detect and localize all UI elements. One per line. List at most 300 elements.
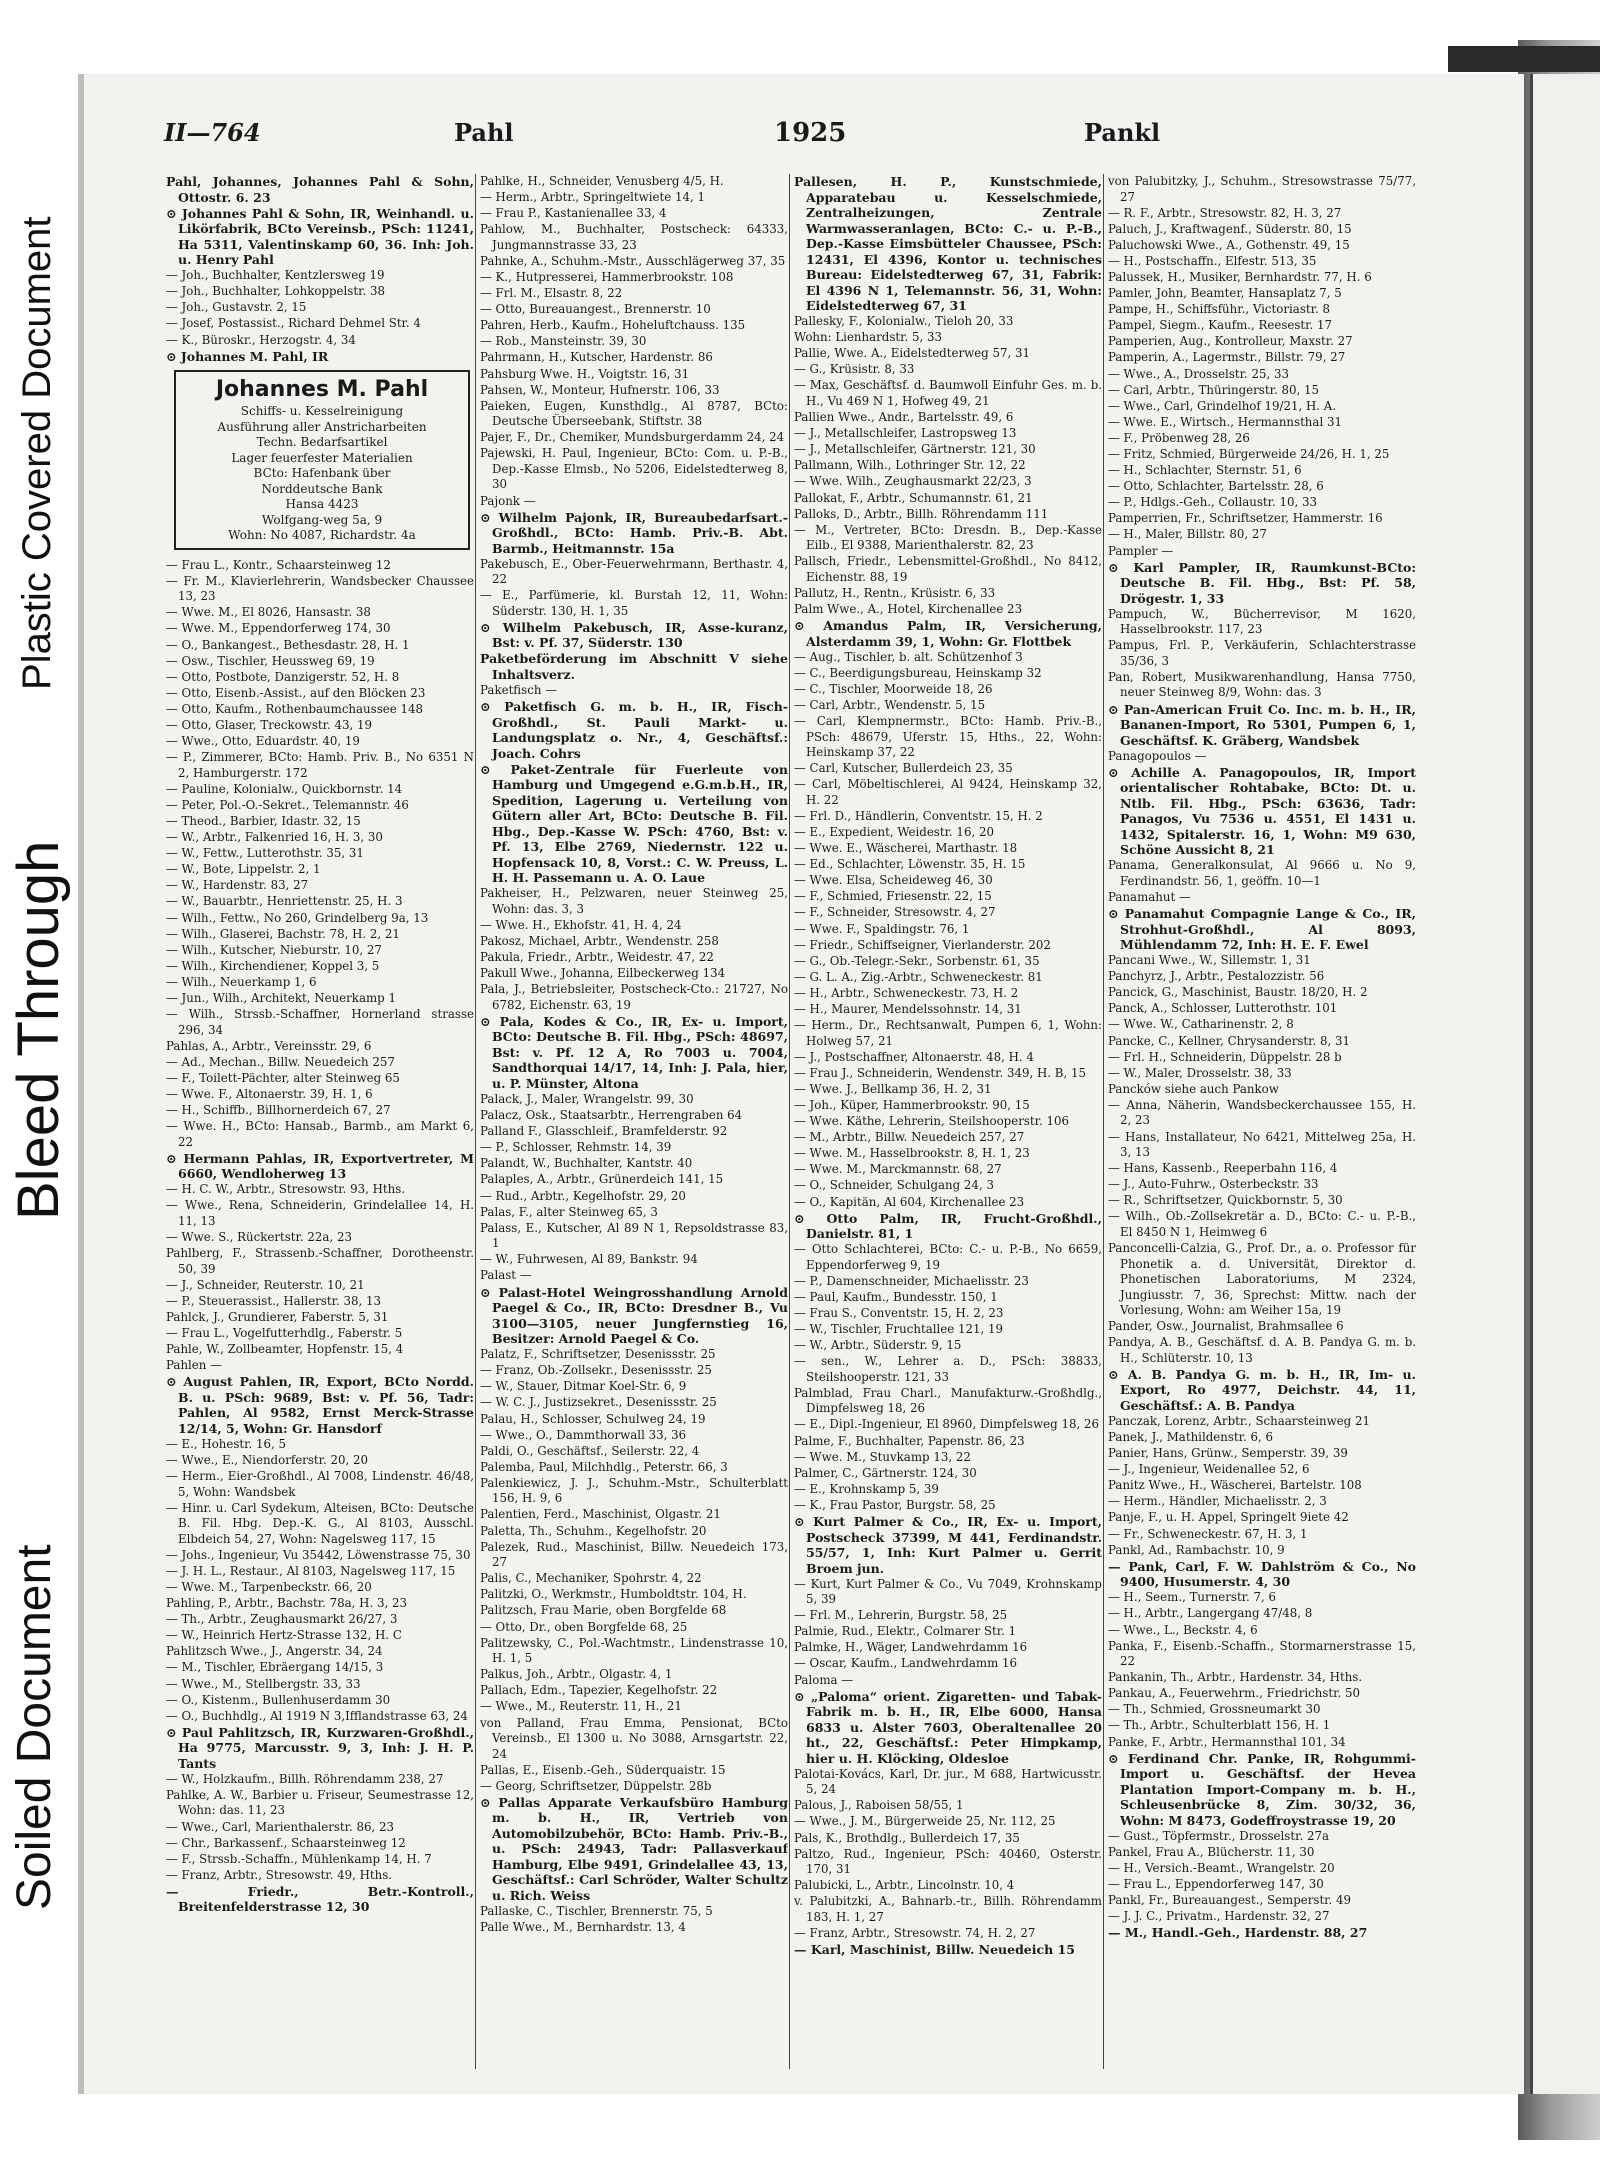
directory-entry: — W., Heinrich Hertz-Strasse 132, H. C: [166, 1628, 402, 1643]
advertisement-box: [174, 370, 470, 550]
directory-entry: Palas, F., alter Steinweg 65, 3: [480, 1204, 658, 1219]
directory-entry: Pamler, John, Beamter, Hansaplatz 7, 5: [1108, 286, 1342, 301]
directory-entry: Pancke, C., Kellner, Chrysanderstr. 8, 31: [1108, 1033, 1351, 1048]
directory-entry: — C., Beerdigungsbureau, Heinskamp 32: [794, 665, 1042, 680]
directory-entry: Pamperrien, Fr., Schriftsetzer, Hammerstr. 16: [1108, 511, 1383, 526]
directory-entry: Pallmann, Wilh., Lothringer Str. 12, 22: [794, 458, 1026, 473]
directory-entry: — Wwe. Käthe, Lehrerin, Steilshooperstr. 106: [794, 1114, 1069, 1129]
directory-entry: — Wwe. M., Eppendorferweg 174, 30: [166, 621, 391, 636]
directory-entry: — Otto, Bureauangest., Brennerstr. 10: [480, 302, 711, 317]
directory-entry: — Otto, Schlachter, Bartelsstr. 28, 6: [1108, 479, 1324, 494]
directory-entry: — Osw., Tischler, Heussweg 69, 19: [166, 653, 375, 668]
directory-entry: — H. C. W., Arbtr., Stresowstr. 93, Hths.: [166, 1182, 406, 1197]
directory-entry: Paltzo, Rud., Ingenieur, PSch: 40460, Osterstr. 170, 31: [794, 1846, 1102, 1877]
directory-entry: — Carl, Möbeltischlerei, Al 9424, Heinskamp 32, H. 22: [794, 777, 1102, 807]
directory-entry: — Wwe. Wilh., Zeughausmarkt 22/23, 3: [794, 474, 1032, 489]
directory-entry: ⊙ Paketfisch G. m. b. H., IR, Fisch-Großhdl., St. Pauli Markt- u. Landungsplatz o. Nr., 4, Geschäftsf.: Joach. Cohrs: [480, 699, 788, 761]
directory-entry: — Wilh., Kirchendiener, Koppel 3, 5: [166, 958, 380, 973]
ad-line: Wohn: No 4087, Richardstr. 4a: [228, 528, 416, 543]
directory-entry: ⊙ Wilhelm Pajonk, IR, Bureaubedarfsart.-Großhdl., BCto: Hamb. Priv.-B. Abt. Barmb., Heitmannstr. 15a: [480, 509, 788, 556]
directory-entry: Panke, F., Arbtr., Hermannsthal 101, 34: [1108, 1734, 1346, 1749]
directory-entry: ⊙ Karl Pampler, IR, Raumkunst-BCto: Deutsche B. Fil. Hbg., Bst: Pf. 58, Drögestr. 1, 33: [1108, 559, 1416, 606]
directory-entry: — W., Bauarbtr., Henriettenstr. 25, H. 3: [166, 894, 403, 909]
ad-line: BCto: Hafenbank über: [253, 466, 391, 481]
directory-entry: — H., Versich.-Beamt., Wrangelstr. 20: [1108, 1860, 1335, 1875]
directory-entry: — Th., Arbtr., Schulterblatt 156, H. 1: [1108, 1718, 1331, 1733]
directory-entry: Pals, K., Brothdlg., Bullerdeich 17, 35: [794, 1830, 1020, 1845]
directory-entry: Palemba, Paul, Milchhdlg., Peterstr. 66, 3: [480, 1459, 728, 1474]
directory-entry: — H., Maurer, Mendelssohnstr. 14, 31: [794, 1001, 1022, 1016]
directory-entry: — Theod., Barbier, Idastr. 32, 15: [166, 813, 361, 828]
directory-entry: — Frl. H., Schneiderin, Düppelstr. 28 b: [1108, 1049, 1342, 1064]
directory-entry: — Georg, Schriftsetzer, Düppelstr. 28b: [480, 1778, 712, 1793]
directory-entry: — W., Fuhrwesen, Al 89, Bankstr. 94: [480, 1252, 698, 1267]
directory-entry: — Wwe. M., El 8026, Hansastr. 38: [166, 605, 371, 620]
directory-entry: — H., Arbtr., Schweneckestr. 73, H. 2: [794, 985, 1019, 1000]
directory-entry: — Wwe. J., Bellkamp 36, H. 2, 31: [794, 1081, 992, 1096]
directory-entry: Pahlitzsch Wwe., J., Angerstr. 34, 24: [166, 1644, 383, 1659]
directory-entry: — Fr., Schweneckestr. 67, H. 3, 1: [1108, 1526, 1308, 1541]
directory-entry: Panka, F., Eisenb.-Schaffn., Stormarnerstrasse 15, 22: [1108, 1638, 1416, 1669]
directory-entry: — Pauline, Kolonialw., Quickbornstr. 14: [166, 781, 403, 796]
column-4: [1108, 174, 1416, 2069]
directory-entry: Pahle, W., Zollbeamter, Hopfenstr. 15, 4: [166, 1342, 404, 1357]
directory-entry: — Frau S., Conventstr. 15, H. 2, 23: [794, 1305, 1004, 1320]
directory-entry: — H., Maler, Billstr. 80, 27: [1108, 527, 1267, 542]
directory-entry: Pahsen, W., Monteur, Hufnerstr. 106, 33: [480, 382, 720, 397]
directory-entry: Palland F., Glasschleif., Bramfelderstr. 92: [480, 1124, 728, 1139]
directory-entry: — Carl, Arbtr., Wendenstr. 5, 15: [794, 697, 986, 712]
directory-entry: Paketfisch —: [480, 683, 557, 698]
directory-entry: — G. L. A., Zig.-Arbtr., Schweneckestr. 81: [794, 969, 1043, 984]
directory-entry: Pahling, P., Arbtr., Bachstr. 78a, H. 3, 23: [166, 1596, 407, 1611]
directory-page: [78, 74, 1524, 2094]
directory-entry: — M., Handl.-Geh., Hardenstr. 88, 27: [1108, 1925, 1368, 1941]
directory-entry: Panck, A., Schlosser, Lutterothstr. 101: [1108, 1001, 1338, 1016]
directory-entry: Palau, H., Schlosser, Schulweg 24, 19: [480, 1411, 706, 1426]
directory-entry: — Wwe. H., Ekhofstr. 41, H. 4, 24: [480, 917, 682, 932]
directory-entry: Palm Wwe., A., Hotel, Kirchenallee 23: [794, 602, 1023, 616]
directory-entry: — Wwe., Rena, Schneiderin, Grindelallee 14, H. 11, 13: [166, 1198, 474, 1228]
directory-entry: Pahlow, M., Buchhalter, Postscheck: 64333, Jungmannstrasse 33, 23: [480, 222, 788, 252]
directory-entry: Palatz, F., Schriftsetzer, Desenissstr. 25: [480, 1347, 716, 1362]
directory-entry: ⊙ Amandus Palm, IR, Versicherung, Alsterdamm 39, 1, Wohn: Gr. Flottbek: [794, 618, 1102, 649]
directory-entry: — Wilh., Strssb.-Schaffner, Hornerland strasse 296, 34: [166, 1007, 474, 1037]
directory-entry: Pahrmann, H., Kutscher, Hardenstr. 86: [480, 350, 713, 365]
directory-entry: — Wwe., Carl, Grindelhof 19/21, H. A.: [1108, 398, 1337, 413]
directory-entry: — Wilh., Kutscher, Nieburstr. 10, 27: [166, 942, 382, 957]
column-1: [166, 174, 474, 2069]
directory-entry: — Ed., Schlachter, Löwenstr. 35, H. 15: [794, 857, 1026, 872]
directory-entry: Pampel, Siegm., Kaufm., Reesestr. 17: [1108, 318, 1333, 333]
directory-entry: Palitzki, O., Werkmstr., Humboldtstr. 104, H.: [480, 1587, 747, 1602]
directory-entry: — P., Damenschneider, Michaelisstr. 23: [794, 1273, 1029, 1288]
directory-entry: — Otto, Dr., oben Borgfelde 68, 25: [480, 1619, 688, 1634]
directory-entry: Pancków siehe auch Pankow: [1108, 1081, 1279, 1096]
directory-entry: — Friedr., Schiffseigner, Vierlanderstr. 202: [794, 937, 1051, 952]
directory-entry: — Herm., Eier-Großhdl., Al 7008, Lindenstr. 46/48, 5, Wohn: Wandsbek: [166, 1469, 474, 1499]
directory-entry: — Wwe. H., BCto: Hansab., Barmb., am Markt 6, 22: [166, 1119, 474, 1149]
directory-entry: — Frau L., Vogelfutterhdlg., Faberstr. 5: [166, 1326, 403, 1340]
directory-entry: — Wwe. M., Stuvkamp 13, 22: [794, 1449, 971, 1464]
directory-entry: — Carl, Kutscher, Bullerdeich 23, 35: [794, 761, 1013, 776]
directory-entry: — G., Ob.-Telegr.-Sekr., Sorbenstr. 61, 35: [794, 953, 1040, 968]
directory-entry: Pamperien, Aug., Kontrolleur, Maxstr. 27: [1108, 334, 1353, 349]
directory-entry: — Franz, Ob.-Zollsekr., Desenissstr. 25: [480, 1363, 712, 1378]
directory-entry: Paletta, Th., Schuhm., Kegelhofstr. 20: [480, 1523, 707, 1538]
directory-entry: ⊙ „Paloma“ orient. Zigaretten- und Tabak-Fabrik m. b. H., IR, Elbe 6000, Hansa 6833 u. Alster 7603, Oberaltenallee 20 ht., 22, Geschäftsf.: Peter Himpkamp, hier u. H. Klöcking, Oldesloe: [794, 1688, 1102, 1766]
directory-entry: — F., Schneider, Stresowstr. 4, 27: [794, 905, 996, 920]
directory-entry: — W. C. J., Justizsekret., Desenissstr. 25: [480, 1395, 717, 1410]
directory-entry: — O., Schneider, Schulgang 24, 3: [794, 1178, 994, 1193]
directory-entry: — J., Metallschleifer, Lastropsweg 13: [794, 426, 1017, 441]
directory-entry: — J., Ingenieur, Weidenallee 52, 6: [1108, 1462, 1310, 1477]
directory-entry: Panagopoulos —: [1108, 748, 1207, 763]
directory-entry: — J., Auto-Fuhrw., Osterbeckstr. 33: [1108, 1177, 1319, 1192]
directory-entry: Pankau, A., Feuerwehrm., Friedrichstr. 50: [1108, 1686, 1360, 1701]
directory-entry: — Wilh., Ob.-Zollsekretär a. D., BCto: C.- u. P.-B., El 8450 N 1, Heimweg 6: [1108, 1209, 1416, 1239]
directory-entry: — K., Hutpresserei, Hammerbrookstr. 108: [480, 269, 734, 284]
directory-entry: — Anna, Näherin, Wandsbeckerchaussee 155, H. 2, 23: [1108, 1097, 1416, 1128]
directory-entry: Palle Wwe., M., Bernhardstr. 13, 4: [480, 1919, 686, 1934]
right-guide-word: Pankl: [1084, 118, 1161, 147]
directory-entry: Pallesen, H. P., Kunstschmiede, Apparatebau u. Kesselschmiede, Zentralheizungen, Zentrale Warmwasseranlagen, BCto: C.- u. P.-B., Dep.-Kasse Eimsbütteler Chaussee, PSch: 12431, El 4396, Kontor u. technisches Bureau: Eidelstedterweg 67, 31, Fabrik: El 4396 N 1, Telemannstr. 56, 31, Wohn: Eidelstedterweg 67, 31: [794, 174, 1102, 313]
directory-entry: Pancani Wwe., W., Sillemstr. 1, 31: [1108, 953, 1311, 968]
directory-entry: Pahlberg, F., Strassenb.-Schaffner, Dorotheenstr. 50, 39: [166, 1246, 474, 1276]
directory-entry: — sen., W., Lehrer a. D., PSch: 38833, Steilshooperstr. 121, 33: [794, 1354, 1102, 1384]
directory-entry: Pahlke, A. W., Barbier u. Friseur, Seumestrasse 12, Wohn: das. 11, 23: [166, 1787, 474, 1818]
directory-entry: — K., Frau Pastor, Burgstr. 58, 25: [794, 1497, 996, 1512]
directory-entry: — Friedr., Betr.-Kontroll., Breitenfelderstrasse 12, 30: [166, 1883, 474, 1915]
directory-entry: — Wwe., L., Beckstr. 4, 6: [1108, 1622, 1258, 1637]
directory-entry: Panczak, Lorenz, Arbtr., Schaarsteinweg 21: [1108, 1413, 1370, 1428]
directory-entry: — Frau L., Eppendorferweg 147, 30: [1108, 1877, 1324, 1892]
directory-entry: — Ad., Mechan., Billw. Neuedeich 257: [166, 1054, 395, 1069]
side-stamp-text: [0, 150, 70, 1930]
directory-entry: Panier, Hans, Grünw., Semperstr. 39, 39: [1108, 1446, 1348, 1461]
directory-entry: — Joh., Gustavstr. 2, 15: [166, 300, 307, 315]
directory-entry: — Frau L., Kontr., Schaarsteinweg 12: [166, 557, 391, 572]
directory-entry: Pakosz, Michael, Arbtr., Wendenstr. 258: [480, 934, 719, 949]
directory-entry: — Hans, Kassenb., Reeperbahn 116, 4: [1108, 1161, 1338, 1176]
directory-entry: — M., Arbtr., Billw. Neuedeich 257, 27: [794, 1130, 1025, 1145]
directory-entry: — Wwe. F., Altonaerstr. 39, H. 1, 6: [166, 1086, 373, 1101]
directory-entry: — Frau P., Kastanienallee 33, 4: [480, 206, 667, 221]
directory-entry: ⊙ Pala, Kodes & Co., IR, Ex- u. Import, BCto: Deutsche B. Fil. Hbg., PSch: 48697, Bst: v. Pf. 12 A, Ro 7003 u. 7004, Sandthorquai 14/17, 14, Inh: J. Pala, hier, u. P. Münster, Altona: [480, 1013, 788, 1091]
directory-entry: ⊙ Otto Palm, IR, Frucht-Großhdl., Danielstr. 81, 1: [794, 1210, 1102, 1242]
directory-entry: Panama, Generalkonsulat, Al 9666 u. No 9, Ferdinandstr. 56, 1, geöffn. 10—1: [1108, 858, 1416, 888]
directory-entry: — Otto Schlachterei, BCto: C.- u. P.-B., No 6659, Eppendorferweg 9, 19: [794, 1242, 1102, 1272]
directory-entry: — W., Holzkaufm., Billh. Röhrendamm 238, 27: [166, 1771, 444, 1786]
directory-entry: Palmblad, Frau Charl., Manufakturw.-Großhdlg., Dimpfelsweg 18, 26: [794, 1385, 1102, 1416]
column-3: [794, 174, 1102, 2069]
directory-entry: Pallokat, F., Arbtr., Schumannstr. 61, 21: [794, 490, 1033, 505]
ad-line: Hansa 4423: [285, 497, 359, 512]
page-number: II—764: [164, 118, 261, 147]
directory-entry: Paieken, Eugen, Kunsthdlg., Al 8787, BCto: Deutsche Überseebank, Stiftstr. 38: [480, 398, 788, 429]
directory-entry: — Th., Arbtr., Zeughausmarkt 26/27, 3: [166, 1612, 398, 1627]
directory-entry: ⊙ Hermann Pahlas, IR, Exportvertreter, M 6660, Wendloherweg 13: [166, 1150, 474, 1182]
directory-entry: — W., Stauer, Ditmar Koel-Str. 6, 9: [480, 1379, 687, 1394]
directory-entry: Palubicki, L., Arbtr., Lincolnstr. 10, 4: [794, 1878, 1015, 1893]
directory-entry: — Wwe. E., Wirtsch., Hermannsthal 31: [1108, 414, 1342, 429]
directory-entry: Palass, E., Kutscher, Al 89 N 1, Repsoldstrasse 83, 1: [480, 1220, 788, 1251]
directory-entry: Panje, F., u. H. Appel, Springelt 9iete 42: [1108, 1510, 1349, 1525]
directory-entry: — M., Vertreter, BCto: Dresdn. B., Dep.-Kasse Eilb., El 9388, Marienthalerstr. 82, 23: [794, 522, 1102, 553]
directory-entry: — Joh., Buchhalter, Kentzlersweg 19: [166, 268, 385, 283]
directory-entry: Panamahut —: [1108, 889, 1191, 904]
year: 1925: [774, 118, 847, 148]
directory-entry: Pahlas, A., Arbtr., Vereinsstr. 29, 6: [166, 1038, 372, 1053]
directory-entry: Pampus, Frl. P., Verkäuferin, Schlachterstrasse 35/36, 3: [1108, 638, 1416, 668]
directory-entry: — Frl. D., Händlerin, Conventstr. 15, H. 2: [794, 808, 1043, 823]
ad-line: Techn. Bedarfsartikel: [256, 435, 388, 450]
directory-entry: — O., Kapitän, Al 604, Kirchenallee 23: [794, 1194, 1025, 1209]
column-rule: [475, 174, 476, 2069]
directory-entry: Panek, J., Mathildenstr. 6, 6: [1108, 1429, 1274, 1444]
directory-entry: — Herm., Dr., Rechtsanwalt, Pumpen 6, 1, Wohn: Holweg 57, 21: [794, 1018, 1102, 1048]
directory-entry: Pahlke, H., Schneider, Venusberg 4/5, H.: [480, 174, 724, 188]
directory-entry: Pan, Robert, Musikwarenhandlung, Hansa 7750, neuer Steinweg 8/9, Wohn: das. 3: [1108, 669, 1416, 700]
directory-entry: — O., Kistenm., Bullenhuserdamm 30: [166, 1692, 391, 1707]
directory-entry: Pahlck, J., Grundierer, Faberstr. 5, 31: [166, 1309, 389, 1324]
directory-entry: Panitz Wwe., H., Wäscherei, Bartelstr. 108: [1108, 1478, 1362, 1493]
directory-entry: Panconcelli-Calzia, G., Prof. Dr., a. o. Professor für Phonetik a. d. Universität, Direktor d. Phonetischen Laboratoriums, M 2324, Jungiusstr. 7, 36, Sprechst: Mittw. nach der Vorlesung, Wohn: am Weiher 15a, 19: [1108, 1241, 1416, 1317]
column-rule: [789, 174, 790, 2069]
directory-entry: — Carl, Arbtr., Thüringerstr. 80, 15: [1108, 382, 1319, 397]
directory-entry: ⊙ Kurt Palmer & Co., IR, Ex- u. Import, Postscheck 37399, M 441, Ferdinandstr. 55/57, 1, Inh: Kurt Palmer u. Gerrit Broem jun.: [794, 1514, 1102, 1576]
directory-entry: Pandya, A. B., Geschäftsf. d. A. B. Pandya G. m. b. H., Schlüterstr. 10, 13: [1108, 1335, 1416, 1365]
directory-entry: — J., Metallschleifer, Gärtnerstr. 121, 30: [794, 442, 1036, 457]
directory-entry: Palezek, Rud., Maschinist, Billw. Neuedeich 173, 27: [480, 1539, 788, 1570]
directory-entry: — J. J. C., Privatm., Hardenstr. 32, 27: [1108, 1909, 1330, 1924]
stamp-bleed-through: Bleed Through: [6, 840, 70, 1220]
ad-line: Wolfgang-weg 5a, 9: [261, 512, 383, 527]
directory-entry: — P., Zimmerer, BCto: Hamb. Priv. B., No 6351 N 2, Hamburgerstr. 172: [166, 750, 474, 780]
directory-entry: — Wwe. W., Catharinenstr. 2, 8: [1108, 1017, 1294, 1032]
directory-entry: Pakula, Friedr., Arbtr., Weidestr. 47, 22: [480, 950, 714, 965]
directory-entry: Palack, J., Maler, Wrangelstr. 99, 30: [480, 1092, 694, 1106]
directory-entry: — Max, Geschäftsf. d. Baumwoll Einfuhr Ges. m. b. H., Vu 469 N 1, Hofweg 49, 21: [794, 378, 1102, 408]
directory-entry: — O., Buchhdlg., Al 1919 N 3,Ifflandstrasse 63, 24: [166, 1708, 468, 1723]
directory-entry: — Otto, Postbote, Danzigerstr. 52, H. 8: [166, 669, 400, 684]
directory-entry: Pamperin, A., Lagermstr., Billstr. 79, 27: [1108, 350, 1346, 365]
directory-entry: — Franz, Arbtr., Stresowstr. 49, Hths.: [166, 1867, 393, 1882]
directory-entry: ⊙ Paul Pahlitzsch, IR, Kurzwaren-Großhdl., Ha 9775, Marcusstr. 9, 3, Inh: J. H. P. Tants: [166, 1724, 474, 1771]
directory-entry: Palacz, Osk., Staatsarbtr., Herrengraben 64: [480, 1108, 743, 1123]
directory-entry: ⊙ Achille A. Panagopoulos, IR, Import orientalischer Rohtabake, BCto: Dt. u. Ntlb. Fil. Hbg., PSch: 63636, Tadr: Panagos, Vu 7536 u. 4551, El 1431 u. 1432, Spitalerstr. 16, 1, Wohn: M9 630, Schöne Aussicht 8, 21: [1108, 764, 1416, 858]
directory-entry: — Joh., Buchhalter, Lohkoppelstr. 38: [166, 284, 385, 299]
directory-entry: — R. F., Arbtr., Stresowstr. 82, H. 3, 27: [1108, 205, 1342, 220]
directory-entry: — Wilh., Fettw., No 260, Grindelberg 9a, 13: [166, 910, 429, 925]
directory-entry: ⊙ Palast-Hotel Weingrosshandlung Arnold Paegel & Co., IR, BCto: Dresdner B., Vu 3100—3105, neuer Jungfernstieg 16, Besitzer: Arnold Paegel & Co.: [480, 1284, 788, 1347]
column-rule: [1103, 174, 1104, 2069]
directory-entry: — Wwe. M., Marckmannstr. 68, 27: [794, 1162, 1002, 1177]
directory-entry: Pankl, Fr., Bureauangest., Semperstr. 49: [1108, 1893, 1352, 1908]
directory-entry: — Wilh., Glaserei, Bachstr. 78, H. 2, 21: [166, 926, 400, 941]
directory-entry: — Wwe., Carl, Marienthalerstr. 86, 23: [166, 1819, 394, 1834]
ad-line: Schiffs- u. Kesselreinigung: [240, 404, 404, 419]
directory-entry: — Otto, Glaser, Treckowstr. 43, 19: [166, 718, 373, 732]
directory-entry: — Herm., Arbtr., Springeltwiete 14, 1: [480, 190, 705, 205]
side-stamp: [0, 150, 70, 1930]
directory-entry: Pankl, Ad., Rambachstr. 10, 9: [1108, 1542, 1285, 1557]
directory-entry: Pallien Wwe., Andr., Bartelsstr. 49, 6: [794, 410, 1014, 425]
directory-entry: Paluchowski Wwe., A., Gothenstr. 49, 15: [1108, 237, 1350, 252]
directory-entry: — H., Schiffb., Billhornerdeich 67, 27: [166, 1103, 391, 1118]
directory-entry: Pajonk —: [480, 493, 536, 508]
directory-entry: — F., Schmied, Friesenstr. 22, 15: [794, 889, 992, 904]
directory-entry: Panchyrz, J., Arbtr., Pestalozzistr. 56: [1108, 969, 1325, 984]
directory-entry: Pallach, Edm., Tapezier, Kegelhofstr. 22: [480, 1683, 718, 1698]
ad-line: Norddeutsche Bank: [261, 481, 383, 496]
directory-entry: — Wwe., J. M., Bürgerweide 25, Nr. 112, 25: [794, 1814, 1056, 1829]
directory-entry: — P., Hdlgs.-Geh., Collaustr. 10, 33: [1108, 495, 1318, 510]
directory-entry: — R., Schriftsetzer, Quickbornstr. 5, 30: [1108, 1193, 1343, 1208]
directory-entry: Palitzsch, Frau Marie, oben Borgfelde 68: [480, 1603, 727, 1618]
stamp-plastic-covered: Plastic Covered Document: [15, 216, 59, 690]
directory-entry: Pankanin, Th., Arbtr., Hardenstr. 34, Hths.: [1108, 1670, 1363, 1685]
directory-entry: — W., Tischler, Fruchtallee 121, 19: [794, 1322, 1004, 1337]
directory-entry: — W., Maler, Drosselstr. 38, 33: [1108, 1065, 1292, 1080]
directory-entry: — Pank, Carl, F. W. Dahlström & Co., No 9400, Husumerstr. 4, 30: [1108, 1558, 1416, 1590]
directory-entry: — W., Bote, Lippelstr. 2, 1: [166, 862, 321, 877]
directory-entry: — Chr., Barkassenf., Schaarsteinweg 12: [166, 1835, 406, 1850]
directory-entry: Paldi, O., Geschäftsf., Seilerstr. 22, 4: [480, 1443, 700, 1458]
directory-entry: v. Palubitzki, A., Bahnarb.-tr., Billh. Röhrendamm 183, H. 1, 27: [794, 1894, 1102, 1924]
ad-line: Lager feuerfester Materialien: [231, 450, 413, 465]
directory-entry: — Wwe., Otto, Eduardstr. 40, 19: [166, 734, 360, 749]
directory-entry: — H., Seem., Turnerstr. 7, 6: [1108, 1590, 1277, 1605]
directory-entry: — Wwe., M., Stellbergstr. 33, 33: [166, 1676, 361, 1691]
directory-entry: Palenkiewicz, J. J., Schuhm.-Mstr., Schulterblatt 156, H. 9, 6: [480, 1475, 788, 1506]
directory-entry: ⊙ Ferdinand Chr. Panke, IR, Rohgummi-Import u. Geschäftsf. der Hevea Plantation Import-Company m. b. H., Schleusenbrücke 8, Zim. 30/32, 36, Wohn: M 8473, Godeffroystrasse 19, 20: [1108, 1750, 1416, 1828]
directory-entry: — Wwe., O., Dammthorwall 33, 36: [480, 1427, 687, 1442]
directory-entry: Pallesky, F., Kolonialw., Tieloh 20, 33: [794, 314, 1014, 329]
directory-entry: — F., Toilett-Pächter, alter Steinweg 65: [166, 1070, 400, 1085]
directory-entry: — E., Krohnskamp 5, 39: [794, 1481, 939, 1496]
directory-entry: Palme, F., Buchhalter, Papenstr. 86, 23: [794, 1433, 1025, 1448]
directory-entry: — Wwe. F., Spaldingstr. 76, 1: [794, 921, 970, 936]
directory-entry: — Otto, Kaufm., Rothenbaumchaussee 148: [166, 701, 423, 716]
left-guide-word: Pahl: [454, 118, 514, 147]
directory-entry: Pancick, G., Maschinist, Baustr. 18/20, H. 2: [1108, 985, 1368, 1000]
directory-entry: Paluch, J., Kraftwagenf., Süderstr. 80, 15: [1108, 221, 1352, 236]
directory-entry: Palmer, C., Gärtnerstr. 124, 30: [794, 1465, 977, 1480]
directory-entry: Paketbeförderung im Abschnitt V siehe Inhaltsverz.: [480, 651, 788, 682]
directory-entry: — Frl. M., Lehrerin, Burgstr. 58, 25: [794, 1608, 1008, 1623]
directory-entry: — H., Schlachter, Sternstr. 51, 6: [1108, 463, 1302, 478]
directory-entry: Palaples, A., Arbtr., Grünerdeich 141, 15: [480, 1172, 724, 1187]
directory-entry: ⊙ A. B. Pandya G. m. b. H., IR, Im- u. Export, Ro 4977, Deichstr. 44, 11, Geschäftsf.: A. B. Pandya: [1108, 1366, 1416, 1413]
directory-entry: Wohn: Lienhardstr. 5, 33: [794, 330, 943, 345]
directory-entry: — W., Arbtr., Falkenried 16, H. 3, 30: [166, 830, 383, 845]
directory-entry: Pallas, E., Eisenb.-Geh., Süderquaistr. 15: [480, 1762, 726, 1777]
directory-entry: Palandt, W., Buchhalter, Kantstr. 40: [480, 1156, 693, 1171]
directory-entry: — Herm., Händler, Michaelisstr. 2, 3: [1108, 1494, 1327, 1509]
directory-entry: — Wwe. M., Tarpenbeckstr. 66, 20: [166, 1579, 372, 1594]
directory-entry: — W., Arbtr., Süderstr. 9, 15: [794, 1338, 962, 1353]
directory-entry: Pampuch, W., Bücherrevisor, M 1620, Hasselbrookstr. 117, 23: [1108, 606, 1416, 637]
directory-entry: Pakebusch, E., Ober-Feuerwehrmann, Berthastr. 4, 22: [480, 556, 788, 587]
directory-entry: — Wwe. E., Wäscherei, Marthastr. 18: [794, 841, 1018, 856]
directory-entry: Paloma —: [794, 1672, 854, 1687]
directory-entry: Palotai-Kovács, Karl, Dr. jur., M 688, Hartwicusstr. 5, 24: [794, 1766, 1102, 1797]
directory-entry: — H., Arbtr., Langergang 47/48, 8: [1108, 1606, 1313, 1621]
directory-entry: — Wwe. M., Hasselbrookstr. 8, H. 1, 23: [794, 1146, 1030, 1161]
directory-entry: — Peter, Pol.-O.-Sekret., Telemannstr. 46: [166, 797, 409, 812]
directory-entry: — Paul, Kaufm., Bundesstr. 150, 1: [794, 1289, 998, 1304]
directory-entry: Pahlen —: [166, 1358, 222, 1373]
directory-entry: — Fr. M., Klavierlehrerin, Wandsbecker Chaussee 13, 23: [166, 573, 474, 604]
directory-entry: — K., Büroskr., Herzogstr. 4, 34: [166, 332, 356, 347]
directory-entry: Pajewski, H. Paul, Ingenieur, BCto: Com. u. P.-B., Dep.-Kasse Elmsb., No 5206, Eidelstedterweg 8, 30: [480, 446, 788, 492]
directory-entry: — Hans, Installateur, No 6421, Mittelweg 25a, H. 3, 13: [1108, 1129, 1416, 1160]
directory-entry: Pahl, Johannes, Johannes Pahl & Sohn, Ottostr. 6. 23: [166, 174, 474, 205]
directory-entry: — Kurt, Kurt Palmer & Co., Vu 7049, Krohnskamp 5, 39: [794, 1576, 1102, 1607]
scan-edge-bar: [1448, 46, 1600, 72]
directory-entry: — Rud., Arbtr., Kegelhofstr. 29, 20: [480, 1188, 686, 1203]
directory-entry: ⊙ Johannes M. Pahl, IR: [166, 348, 329, 364]
directory-entry: Palitzewsky, C., Pol.-Wachtmstr., Lindenstrasse 10, H. 1, 5: [480, 1635, 788, 1666]
ad-title: Johannes M. Pahl: [215, 377, 429, 403]
directory-entry: — J., Schneider, Reuterstr. 10, 21: [166, 1277, 365, 1292]
stamp-soiled-document: Soiled Document: [8, 1544, 61, 1910]
directory-entry: Pahren, Herb., Kaufm., Hoheluftchauss. 135: [480, 318, 746, 333]
directory-entry: ⊙ Wilhelm Pakebusch, IR, Asse-kuranz, Bst: v. Pf. 37, Süderstr. 130: [480, 619, 788, 651]
directory-entry: — P., Schlosser, Rehmstr. 14, 39: [480, 1140, 672, 1155]
directory-entry: — Rob., Mansteinstr. 39, 30: [480, 334, 647, 349]
directory-entry: — Jun., Wilh., Architekt, Neuerkamp 1: [166, 991, 396, 1005]
directory-entry: — Wwe., M., Reuterstr. 11, H., 21: [480, 1699, 682, 1714]
directory-entry: — Karl, Maschinist, Billw. Neuedeich 15: [794, 1942, 1075, 1957]
column-2: [480, 174, 788, 2069]
directory-entry: ⊙ Pan-American Fruit Co. Inc. m. b. H., IR, Bananen-Import, Ro 5301, Pumpen 6, 1, Geschäftsf. K. Gräberg, Wandsbek: [1108, 701, 1416, 748]
directory-entry: Palous, J., Raboisen 58/55, 1: [794, 1798, 964, 1813]
directory-entry: — G., Krüsistr. 8, 33: [794, 362, 915, 377]
directory-entry: — F., Strssb.-Schaffn., Mühlenkamp 14, H. 7: [166, 1851, 432, 1866]
directory-entry: — Wwe., A., Drosselstr. 25, 33: [1108, 366, 1289, 381]
directory-entry: Palloks, D., Arbtr., Billh. Röhrendamm 111: [794, 506, 1049, 521]
directory-entry: Palentien, Ferd., Maschinist, Olgastr. 21: [480, 1507, 721, 1522]
directory-entry: Pahsburg Wwe. H., Voigtstr. 16, 31: [480, 366, 690, 381]
directory-entry: Palis, C., Mechaniker, Spohrstr. 4, 22: [480, 1571, 702, 1586]
directory-entry: — Josef, Postassist., Richard Dehmel Str. 4: [166, 316, 421, 331]
directory-entry: — Frl. M., Elsastr. 8, 22: [480, 286, 623, 301]
directory-entry: — M., Tischler, Ebräergang 14/15, 3: [166, 1660, 384, 1675]
directory-entry: — E., Dipl.-Ingenieur, El 8960, Dimpfelsweg 18, 26: [794, 1417, 1099, 1432]
directory-entry: — W., Hardenstr. 83, 27: [166, 878, 309, 893]
directory-entry: — H., Postschaffn., Elfestr. 513, 35: [1108, 253, 1317, 268]
directory-entry: — Oscar, Kaufm., Landwehrdamm 16: [794, 1656, 1018, 1671]
directory-entry: — Franz, Arbtr., Stresowstr. 74, H. 2, 27: [794, 1925, 1036, 1940]
directory-entry: — Aug., Tischler, b. alt. Schützenhof 3: [794, 649, 1023, 664]
directory-entry: Pallsch, Friedr., Lebensmittel-Großhdl., No 8412, Eichenstr. 88, 19: [794, 554, 1102, 584]
directory-entry: — Wwe., E., Niendorferstr. 20, 20: [166, 1452, 368, 1467]
directory-entry: Palussek, H., Musiker, Bernhardstr. 77, H. 6: [1108, 269, 1372, 284]
directory-entry: Pajer, F., Dr., Chemiker, Mundsburgerdamm 24, 24: [480, 430, 785, 445]
ad-line: Ausführung aller Anstricharbeiten: [217, 419, 427, 434]
directory-entry: Palast —: [480, 1268, 532, 1283]
directory-entry: Pallie, Wwe. A., Eidelstedterweg 57, 31: [794, 346, 1030, 361]
directory-entry: — F., Pröbenweg 28, 26: [1108, 430, 1250, 445]
directory-entry: — Wwe. S., Rückertstr. 22a, 23: [166, 1230, 352, 1245]
directory-entry: — C., Tischler, Moorweide 18, 26: [794, 681, 993, 696]
directory-entry: — Th., Schmied, Grossneumarkt 30: [1108, 1702, 1321, 1717]
directory-entry: Pala, J., Betriebsleiter, Postscheck-Cto.: 21727, No 6782, Eichenstr. 63, 19: [480, 982, 788, 1012]
directory-entry: — E., Expedient, Weidestr. 16, 20: [794, 824, 994, 839]
page-header: [84, 74, 1524, 152]
